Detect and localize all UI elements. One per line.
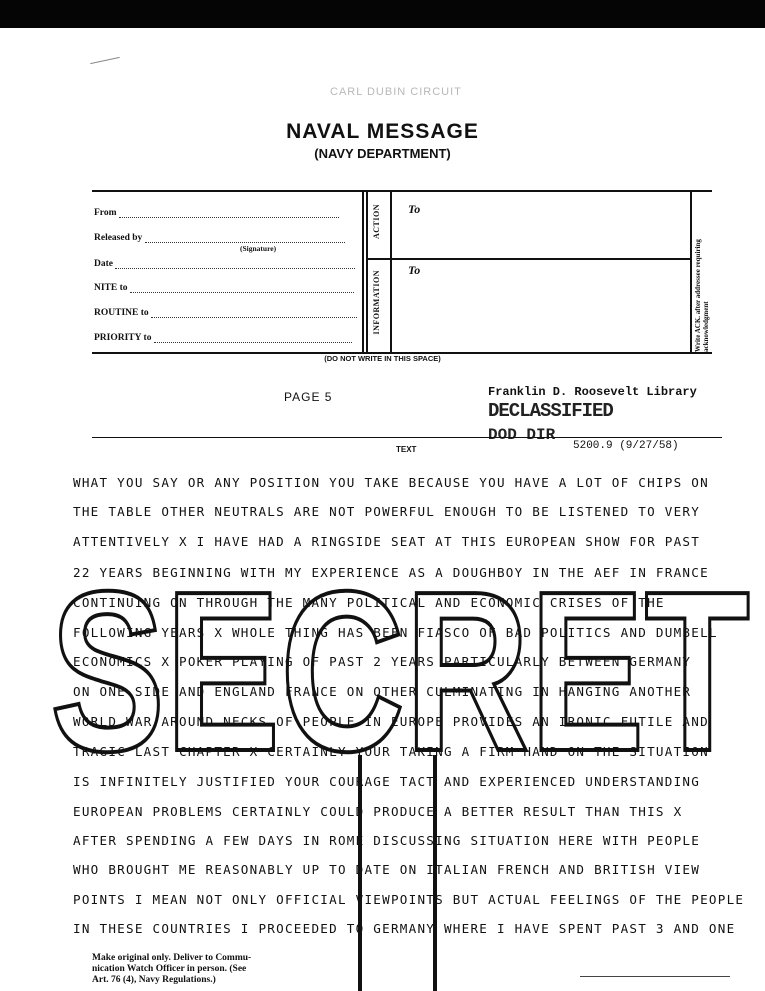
- body-line: 22 YEARS BEGINNING WITH MY EXPERIENCE AS A DOUGHBOY IN THE AEF IN FRANCE: [73, 565, 709, 580]
- message-header-form: [92, 190, 712, 354]
- action-to-label: To: [408, 202, 421, 216]
- body-line: ECONOMICS X POKER PLAYING OF PAST 2 YEARS PARTICULARLY BETWEEN GERMANY: [73, 654, 692, 669]
- body-line: WHO BROUGHT ME REASONABLY UP TO DATE ON ITALIAN FRENCH AND BRITISH VIEW: [73, 862, 701, 877]
- faint-stamp: CARL DUBIN CIRCUIT: [330, 86, 462, 98]
- information-label: INFORMATION: [372, 270, 381, 335]
- form-divider: [362, 192, 364, 352]
- secret-stamp-text: SECRET: [50, 545, 750, 799]
- declassified-stamp: DECLASSIFIED: [488, 400, 613, 422]
- form-divider: [390, 192, 392, 352]
- dod-directive-prefix: DOD DIR: [488, 426, 556, 444]
- body-line: IN THESE COUNTRIES I PROCEEDED TO GERMANY WHERE I HAVE SPENT PAST 3 AND ONE: [73, 921, 736, 936]
- signature-label: (Signature): [240, 244, 277, 253]
- body-line: CONTINUING ON THROUGH THE MANY POLITICAL AND ECONOMIC CRISES OF THE: [73, 595, 665, 610]
- text-rule: [92, 437, 722, 438]
- body-line: ON ONE SIDE AND ENGLAND FRANCE ON OTHER CULMINATING IN HANGING ANOTHER: [73, 684, 692, 699]
- body-line: THE TABLE OTHER NEUTRALS ARE NOT POWERFUL ENOUGH TO BE LISTENED TO VERY: [73, 504, 701, 519]
- field-released-by: Released by: [94, 233, 345, 243]
- body-line: WHAT YOU SAY OR ANY POSITION YOU TAKE BECAUSE YOU HAVE A LOT OF CHIPS ON: [73, 475, 709, 490]
- ack-note: Write ACK. after addressee requiring acknowledgment: [694, 239, 710, 352]
- body-line: IS INFINITELY JUSTIFIED YOUR COURAGE TACT AND EXPERIENCED UNDERSTANDING: [73, 774, 701, 789]
- field-nite-to: NITE to: [94, 283, 354, 293]
- form-split: [366, 258, 690, 260]
- action-label: ACTION: [372, 204, 381, 240]
- document-subtitle: (NAVY DEPARTMENT): [314, 146, 451, 161]
- footer-line: Art. 76 (4), Navy Regulations.): [92, 975, 216, 985]
- footer-line: Make original only. Deliver to Commu-: [92, 953, 252, 963]
- footer-line: nication Watch Officer in person. (See: [92, 964, 247, 974]
- body-line: FOLLOWING YEARS X WHOLE THING HAS BEEN FIASCO OF BAD POLITICS AND DUMBELL: [73, 625, 718, 640]
- footer-rule: [580, 976, 730, 977]
- body-line: ATTENTIVELY X I HAVE HAD A RINGSIDE SEAT AT THIS EUROPEAN SHOW FOR PAST: [73, 534, 701, 549]
- body-line: POINTS I MEAN NOT ONLY OFFICIAL VIEWPOINTS BUT ACTUAL FEELINGS OF THE PEOPLE: [73, 892, 745, 907]
- document-title: NAVAL MESSAGE: [286, 120, 479, 143]
- field-routine-to: ROUTINE to: [94, 308, 357, 318]
- information-to-label: To: [408, 263, 421, 277]
- body-line: TRAGIC LAST CHAPTER X CERTAINLY YOUR TAKING A FIRM HAND ON THE SITUATION: [73, 744, 709, 759]
- field-from: From: [94, 208, 339, 218]
- dod-directive-number: 5200.9 (9/27/58): [573, 440, 679, 452]
- field-priority-to: PRIORITY to: [94, 333, 352, 343]
- body-line: EUROPEAN PROBLEMS CERTAINLY COULD PRODUCE A BETTER RESULT THAN THIS X: [73, 804, 683, 819]
- field-date: Date: [94, 259, 355, 269]
- page-number: PAGE 5: [284, 390, 333, 404]
- library-stamp: Franklin D. Roosevelt Library: [488, 385, 697, 399]
- do-not-write-note: (DO NOT WRITE IN THIS SPACE): [324, 354, 441, 363]
- scan-edge-bar: [0, 0, 765, 28]
- text-label: TEXT: [396, 445, 417, 454]
- body-line: WORLD WAR AROUND NECKS OF PEOPLE IN EUROPE PROVIDES AN IRONIC FUTILE AND: [73, 714, 709, 729]
- form-divider: [690, 192, 692, 352]
- delivery-instructions: [92, 953, 251, 986]
- margin-mark: [90, 57, 120, 64]
- body-line: AFTER SPENDING A FEW DAYS IN ROME DISCUSSING SITUATION HERE WITH PEOPLE: [73, 833, 701, 848]
- form-divider: [366, 192, 368, 352]
